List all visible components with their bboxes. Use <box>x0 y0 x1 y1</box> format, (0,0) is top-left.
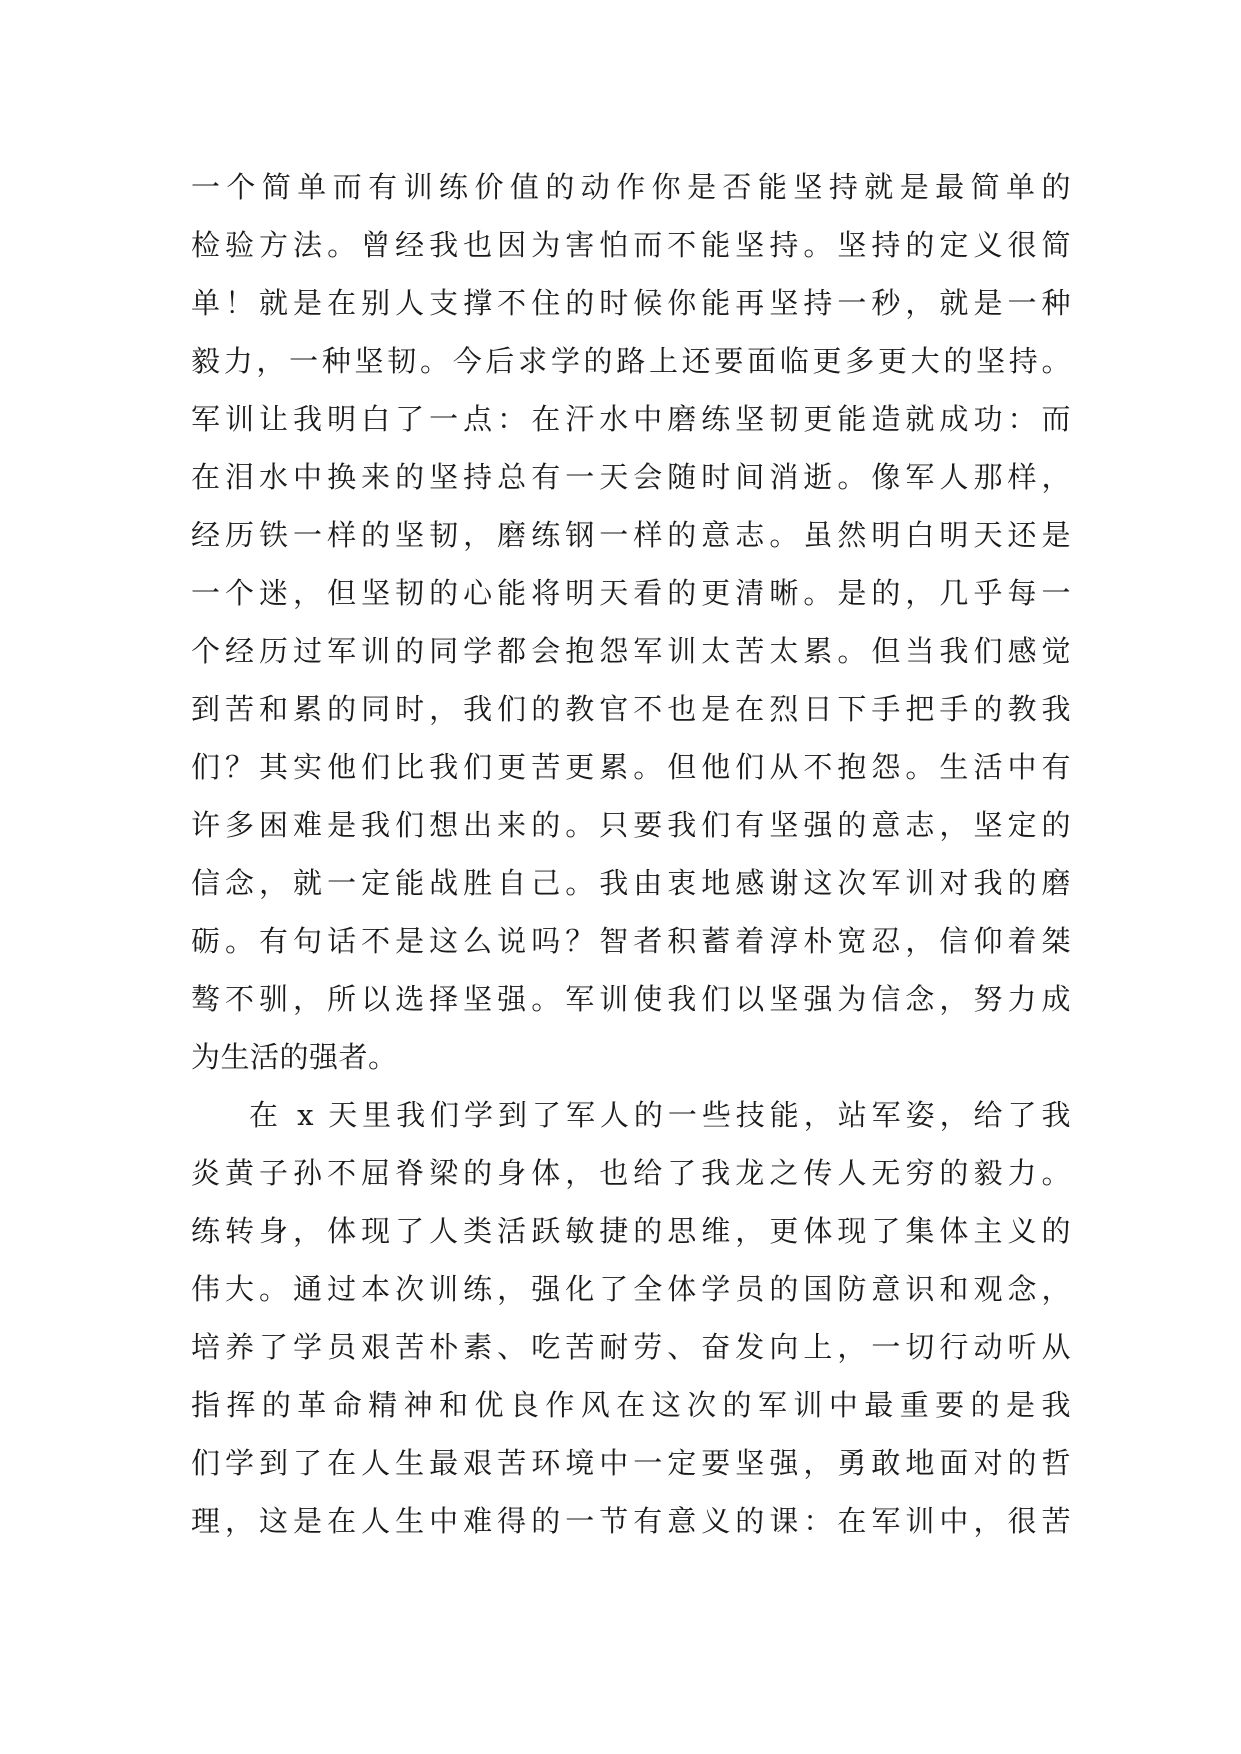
paragraph-line: 到苦和累的同时，我们的教官不也是在烈日下手把手的教我 <box>191 692 1071 726</box>
paragraph-line: 砺。有句话不是这么说吗？智者积蓄着淳朴宽忍，信仰着桀 <box>191 924 1071 958</box>
paragraph-line: 一个简单而有训练价值的动作你是否能坚持就是最简单的 <box>191 170 1071 204</box>
paragraph-line: 经历铁一样的坚韧，磨练钢一样的意志。虽然明白明天还是 <box>191 518 1071 552</box>
paragraph-line: 在泪水中换来的坚持总有一天会随时间消逝。像军人那样， <box>191 460 1071 494</box>
paragraph-line: 理，这是在人生中难得的一节有意义的课：在军训中，很苦 <box>191 1504 1071 1538</box>
paragraph-line: 骜不驯，所以选择坚强。军训使我们以坚强为信念，努力成 <box>191 982 1071 1016</box>
paragraph-line: 伟大。通过本次训练，强化了全体学员的国防意识和观念， <box>191 1272 1071 1306</box>
paragraph-line: 一个迷，但坚韧的心能将明天看的更清晰。是的，几乎每一 <box>191 576 1071 610</box>
body-text <box>191 158 1071 1550</box>
paragraph-line: 检验方法。曾经我也因为害怕而不能坚持。坚持的定义很简 <box>191 228 1071 262</box>
paragraph-line: 许多困难是我们想出来的。只要我们有坚强的意志，坚定的 <box>191 808 1071 842</box>
paragraph-line: 个经历过军训的同学都会抱怨军训太苦太累。但当我们感觉 <box>191 634 1071 668</box>
paragraph-line: 军训让我明白了一点：在汗水中磨练坚韧更能造就成功：而 <box>191 402 1071 436</box>
paragraph-line: 为生活的强者。 <box>191 1040 398 1074</box>
paragraph-line: 们学到了在人生最艰苦环境中一定要坚强，勇敢地面对的哲 <box>191 1446 1071 1480</box>
paragraph-line: 在 x 天里我们学到了军人的一些技能，站军姿，给了我 <box>249 1098 1071 1132</box>
paragraph-line: 练转身，体现了人类活跃敏捷的思维，更体现了集体主义的 <box>191 1214 1071 1248</box>
paragraph-line: 炎黄子孙不屈脊梁的身体，也给了我龙之传人无穷的毅力。 <box>191 1156 1071 1190</box>
paragraph-line: 们？其实他们比我们更苦更累。但他们从不抱怨。生活中有 <box>191 750 1071 784</box>
paragraph-line: 单！就是在别人支撑不住的时候你能再坚持一秒，就是一种 <box>191 286 1071 320</box>
paragraph-line: 培养了学员艰苦朴素、吃苦耐劳、奋发向上，一切行动听从 <box>191 1330 1071 1364</box>
paragraph-line: 指挥的革命精神和优良作风在这次的军训中最重要的是我 <box>191 1388 1071 1422</box>
paragraph-line: 信念，就一定能战胜自己。我由衷地感谢这次军训对我的磨 <box>191 866 1071 900</box>
paragraph-line: 毅力，一种坚韧。今后求学的路上还要面临更多更大的坚持。 <box>191 344 1071 378</box>
